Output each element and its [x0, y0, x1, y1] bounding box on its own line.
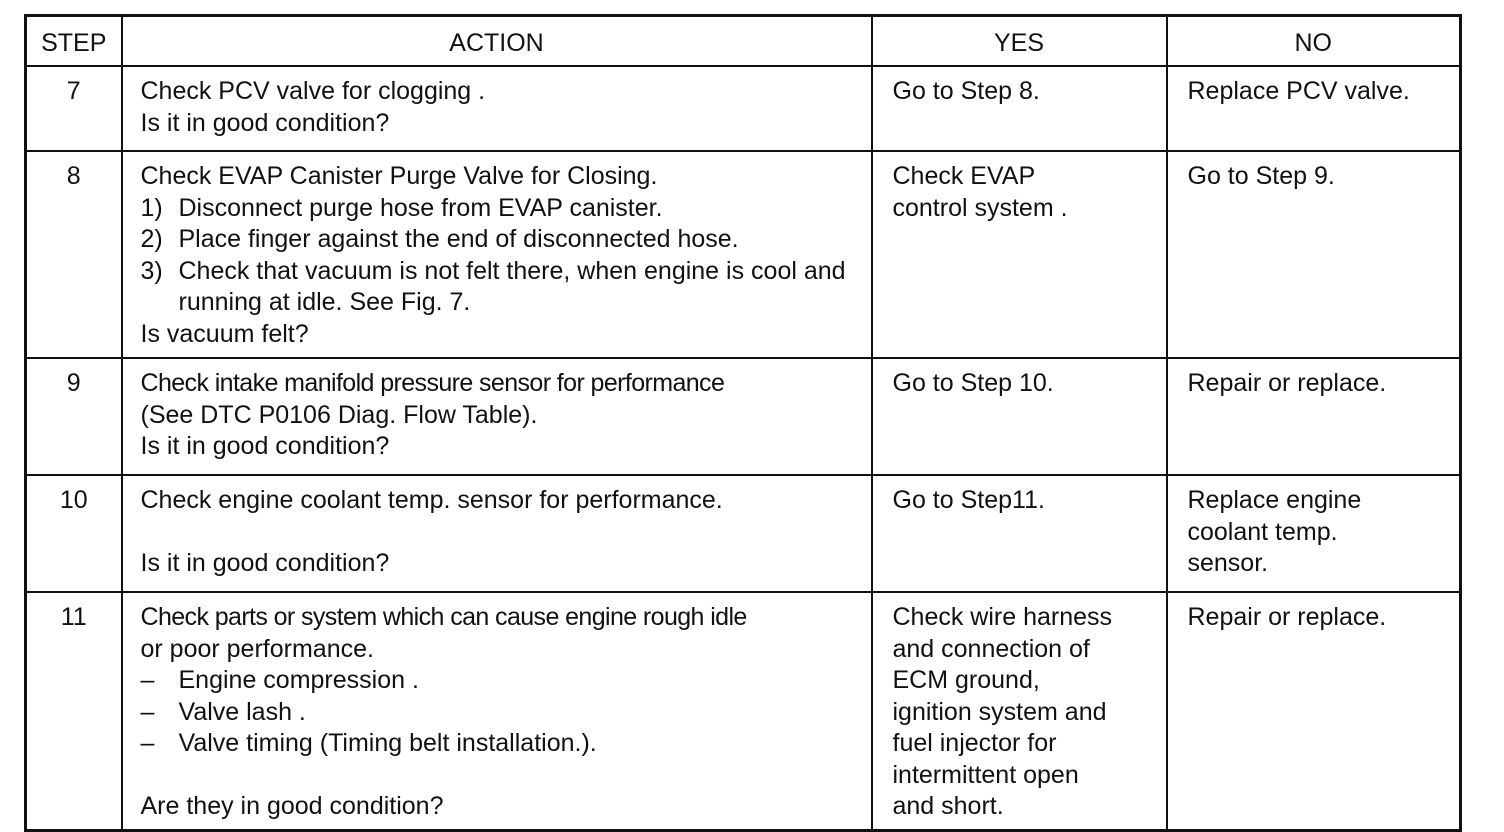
yes-text: Go to Step 10. [892, 369, 1054, 397]
step-number: 11 [26, 592, 122, 830]
no-cell [1167, 475, 1461, 592]
step-number: 9 [26, 358, 122, 475]
diagnostic-flow-table [24, 14, 1462, 832]
procedure-marker: 3) [140, 256, 163, 285]
check-item-text: Engine compression . [178, 666, 419, 694]
procedure-marker: 2) [140, 225, 163, 253]
no-text: Repair or replace. [1187, 603, 1387, 631]
bullet-dash: – [140, 729, 155, 757]
check-item-text: Valve timing (Timing belt installation.). [178, 729, 597, 757]
check-item-1 [141, 665, 863, 697]
no-text: coolant temp. [1187, 517, 1338, 546]
no-cell [1167, 592, 1461, 830]
check-item-2 [141, 697, 863, 729]
action-question: Is it in good condition? [140, 432, 390, 460]
action-title: Check parts or system which can cause engine rough idle [140, 603, 747, 631]
procedure-step-3 [141, 256, 863, 319]
no-cell [1167, 358, 1461, 475]
procedure-text: Disconnect purge hose from EVAP canister. [178, 193, 663, 222]
table-row-step-7 [26, 66, 1461, 151]
no-text: sensor. [1187, 549, 1269, 577]
action-cell [122, 151, 872, 358]
bullet-dash: – [140, 666, 155, 694]
yes-cell [872, 151, 1167, 358]
step-number: 10 [26, 475, 122, 592]
table-row-step-8 [26, 151, 1461, 358]
action-cell [122, 66, 872, 151]
procedure-marker: 1) [140, 193, 163, 222]
no-text: Replace PCV valve. [1187, 77, 1410, 105]
action-title: Check PCV valve for clogging . [140, 77, 486, 105]
action-title: Check EVAP Canister Purge Valve for Closing. [140, 162, 658, 190]
action-cell [122, 358, 872, 475]
yes-cell [872, 592, 1167, 830]
step-number: 8 [26, 151, 122, 358]
table-row-step-10 [26, 475, 1461, 592]
action-question: Are they in good condition? [140, 792, 444, 820]
yes-text: fuel injector for [892, 729, 1057, 757]
action-question: Is it in good condition? [140, 549, 390, 577]
yes-text: Check wire harness [892, 603, 1113, 631]
procedure-text: Place finger against the end of disconnected hose. [178, 225, 739, 253]
table-row-step-9 [26, 358, 1461, 475]
check-item-text: Valve lash . [178, 697, 306, 726]
no-text: Go to Step 9. [1187, 162, 1335, 190]
yes-text: Go to Step11. [892, 486, 1045, 514]
bullet-dash: – [140, 697, 155, 726]
procedure-step-2 [141, 224, 863, 256]
yes-cell [872, 66, 1167, 151]
yes-text: and short. [892, 792, 1004, 820]
yes-text: ECM ground, [892, 666, 1040, 694]
yes-text: Go to Step 8. [892, 77, 1040, 105]
action-cell [122, 475, 872, 592]
header-yes: YES [872, 16, 1167, 67]
procedure-step-1 [141, 193, 863, 225]
step-number: 7 [26, 66, 122, 151]
no-cell [1167, 151, 1461, 358]
action-cell [122, 592, 872, 830]
blank-line [141, 517, 863, 549]
no-text: Repair or replace. [1187, 369, 1387, 397]
check-item-3 [141, 728, 863, 760]
yes-text: Check EVAP [892, 162, 1036, 190]
yes-text: control system . [892, 193, 1068, 222]
header-row [26, 16, 1461, 67]
yes-text: ignition system and [892, 697, 1107, 726]
yes-cell [872, 358, 1167, 475]
action-question: Is it in good condition? [140, 108, 390, 137]
blank-line [141, 760, 863, 792]
header-action: ACTION [122, 16, 872, 67]
table-row-step-11 [26, 592, 1461, 830]
action-title-continued: or poor performance. [140, 634, 374, 663]
yes-text: intermittent open [892, 760, 1079, 789]
yes-cell [872, 475, 1167, 592]
procedure-text: Check that vacuum is not felt there, when engine is cool and running at idle. See Fig. 7. [178, 256, 846, 316]
action-title: Check intake manifold pressure sensor for performance [140, 369, 725, 397]
action-title: Check engine coolant temp. sensor for performance. [140, 486, 723, 514]
no-text: Replace engine [1187, 486, 1362, 514]
action-reference: (See DTC P0106 Diag. Flow Table). [140, 400, 538, 429]
no-cell [1167, 66, 1461, 151]
action-question: Is vacuum felt? [140, 319, 309, 348]
yes-text: and connection of [892, 634, 1090, 663]
header-step: STEP [26, 16, 122, 67]
header-no: NO [1167, 16, 1461, 67]
